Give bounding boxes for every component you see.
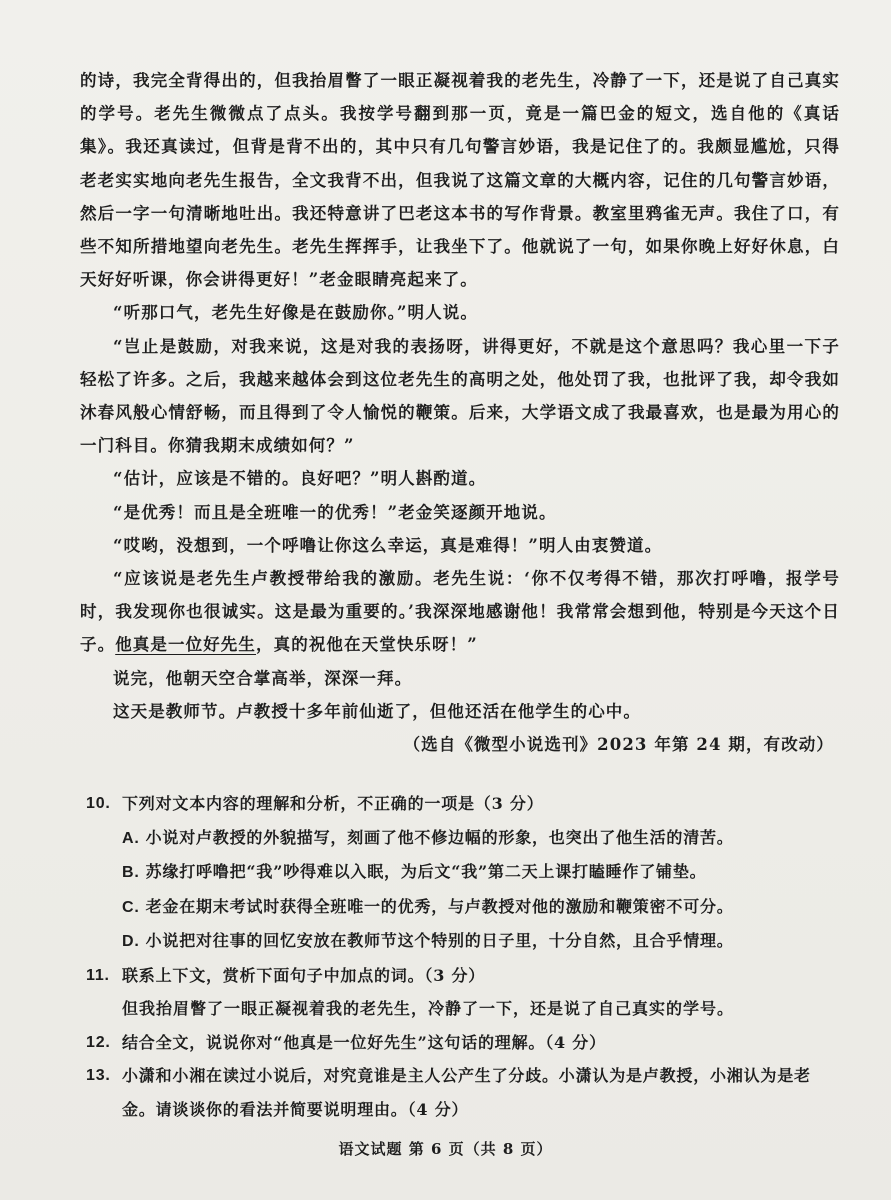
question-stem: 下列对文本内容的理解和分析，不正确的一项是（3 分） bbox=[122, 794, 544, 813]
option-a bbox=[80, 821, 840, 856]
passage-paragraph-5: “是优秀！而且是全班唯一的优秀！”老金笑逐颜开地说。 bbox=[113, 502, 557, 522]
option-text: 小说对卢教授的外貌描写，刻画了他不修边幅的形象，也突出了他生活的清苦。 bbox=[145, 827, 734, 847]
question-stem: 结合全文，说说你对“他真是一位好先生”这句话的理解。（4 分） bbox=[122, 1032, 606, 1052]
paragraph-7-text-after: ，真的祝他在天堂快乐呀！” bbox=[256, 635, 478, 655]
question-number: 12. bbox=[86, 1033, 111, 1051]
option-letter: B. bbox=[122, 864, 140, 881]
passage-paragraph-3: “岂止是鼓励，对我来说，这是对我的表扬呀，讲得更好，不就是这个意思吗？我心里一下子轻松了许多。之后，我越来越体会到这位老先生的高明之处，他处罚了我，也批评了我，却令我如沐春风般心情舒畅，而且得到了令人愉悦的鞭策。后来，大学语文成了我最喜欢，也是最为用心的一门科目。你猜我期末成绩如何？” bbox=[80, 336, 840, 456]
passage-paragraph-1: 的诗，我完全背得出的，但我抬眉瞥了一眼正凝视着我的老先生，冷静了一下，还是说了自己真实的学号。老先生微微点了点头。我按学号翻到那一页，竟是一篇巴金的短文，选自他的《真话集》。我还真读过，但背是背不出的，其中只有几句警言妙语，我是记住了的。我颇显尴尬，只得老老实实地向老先生报告，全文我背不出，但我说了这篇文章的大概内容，记住的几句警言妙语，然后一字一句清晰地吐出。我还特意讲了巴老这本书的写作背景。教室里鸦雀无声。我住了口，有些不知所措地望向老先生。老先生挥挥手，让我坐下了。他就说了一句，如果你晚上好好休息，白天好好听课，你会讲得更好！”老金眼睛亮起来了。 bbox=[80, 71, 840, 290]
option-c bbox=[80, 890, 840, 925]
reading-passage bbox=[80, 64, 840, 761]
page-footer: 语文试题 第 6 页（共 8 页） bbox=[338, 1140, 553, 1158]
option-b bbox=[80, 855, 840, 890]
question-13 bbox=[80, 1059, 840, 1126]
option-letter: D. bbox=[122, 933, 140, 950]
question-list bbox=[80, 787, 840, 1126]
passage-paragraph-7 bbox=[80, 562, 840, 662]
passage-paragraph-9: 这天是教师节。卢教授十多年前仙逝了，但他还活在他学生的心中。 bbox=[113, 701, 641, 721]
option-text: 苏缘打呼噜把“我”吵得难以入眠，为后文“我”第二天上课打瞌睡作了铺垫。 bbox=[145, 862, 707, 881]
quoted-sentence: 但我抬眉瞥了一眼正凝视着我的老先生，冷静了一下，还是说了自己真实的学号。 bbox=[122, 999, 735, 1018]
option-letter: A. bbox=[122, 829, 140, 847]
question-number: 10. bbox=[86, 795, 111, 812]
passage-paragraph-6: “哎哟，没想到，一个呼噜让你这么幸运，真是难得！”明人由衷赞道。 bbox=[113, 535, 663, 555]
option-letter: C. bbox=[122, 898, 140, 916]
passage-paragraph-2: “听那口气，老先生好像是在鼓励你。”明人说。 bbox=[113, 303, 478, 323]
question-number: 13. bbox=[86, 1067, 111, 1084]
question-12 bbox=[80, 1026, 840, 1060]
question-stem: 小潇和小湘在读过小说后，对究竟谁是主人公产生了分歧。小潇认为是卢教授，小湘认为是老金。请谈谈你的看法并简要说明理由。（4 分） bbox=[122, 1066, 811, 1119]
paragraph-7-text-before: “应该说是老先生卢教授带给我的激励。老先生说：‘你不仅考得不错，那次打呼噜，报学号时，我发现你也很诚实。这是最为重要的。’我深深地感谢他！我常常会想到他，特别是今天这个日子。 bbox=[80, 569, 840, 655]
passage-paragraph-4: “估计，应该是不错的。良好吧？”明人斟酌道。 bbox=[113, 469, 487, 489]
question-stem: 联系上下文，赏析下面句子中加点的词。（3 分） bbox=[122, 965, 486, 985]
option-text: 老金在期末考试时获得全班唯一的优秀，与卢教授对他的激励和鞭策密不可分。 bbox=[145, 896, 734, 916]
passage-paragraph-8: 说完，他朝天空合掌高举，深深一拜。 bbox=[113, 668, 413, 688]
underlined-sentence: 他真是一位好先生 bbox=[115, 635, 257, 655]
option-d bbox=[80, 924, 840, 959]
question-10 bbox=[80, 787, 840, 821]
passage-source: （选自《微型小说选刊》2023 年第 24 期，有改动） bbox=[403, 735, 834, 755]
question-number: 11. bbox=[86, 966, 110, 984]
question-11 bbox=[80, 959, 840, 993]
option-text: 小说把对往事的回忆安放在教师节这个特别的日子里，十分自然，且合乎情理。 bbox=[145, 931, 734, 950]
